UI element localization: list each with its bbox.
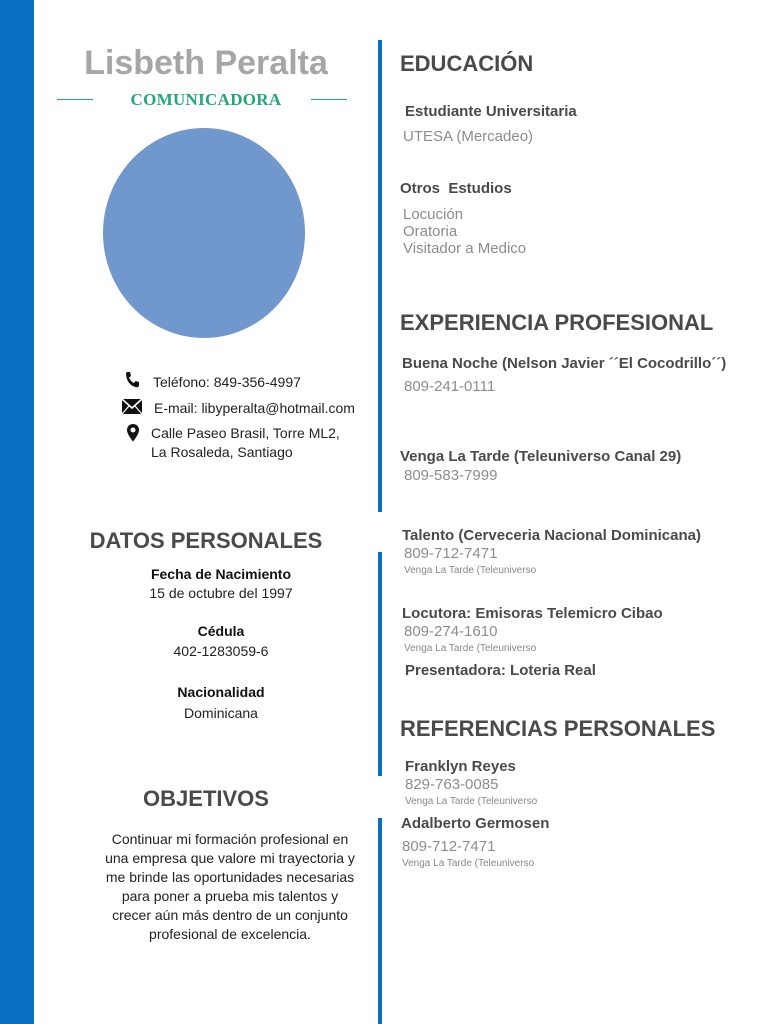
column-divider-top xyxy=(378,40,382,512)
referencia-item-head: Franklyn Reyes xyxy=(405,758,516,775)
experiencia-item-phone: 809-241-0111 xyxy=(404,378,496,395)
referencia-item-phone: 829-763-0085 xyxy=(405,776,499,793)
map-pin-icon xyxy=(122,423,144,443)
objetivos-text: Continuar mi formación profesional en una empresa que valore mi trayectoria y me brinde las oportunidades necesarias para poner a prueba mis talentos y crecer aún más dentro de un conjunto profesional de excelencia. xyxy=(105,831,355,942)
educacion-item-1-head: Estudiante Universitaria xyxy=(405,103,577,120)
clipped-text-fragment: Venga La Tarde (Teleuniverso xyxy=(402,858,535,869)
nacionalidad-value: Dominicana xyxy=(184,705,258,721)
referencia-item-head: Adalberto Germosen xyxy=(401,815,550,832)
address-line-2: La Rosaleda, Santiago xyxy=(151,444,293,460)
experiencia-item-head: Presentadora: Loteria Real xyxy=(405,662,596,679)
estudio-line: Visitador a Medico xyxy=(403,240,527,257)
contact-address xyxy=(151,424,340,462)
experiencia-item-phone: 809-712-7471 xyxy=(404,545,498,562)
left-accent-bar xyxy=(0,0,34,1024)
educacion-item-2-lines xyxy=(403,206,526,257)
referencias-title: REFERENCIAS PERSONALES xyxy=(400,716,716,741)
educacion-item-1-sub: UTESA (Mercadeo) xyxy=(403,128,534,145)
envelope-icon xyxy=(121,397,143,417)
address-line-1: Calle Paseo Brasil, Torre ML2, xyxy=(151,425,340,441)
cedula-label: Cédula xyxy=(197,623,245,639)
contact-email: E-mail: libyperalta@hotmail.com xyxy=(154,400,355,416)
experiencia-item-phone: 809-583-7999 xyxy=(404,467,498,484)
experiencia-item-head: Locutora: Emisoras Telemicro Cibao xyxy=(402,605,663,622)
role-rule-right xyxy=(311,99,347,100)
column-divider-bottom xyxy=(378,818,382,1024)
contact-phone: Teléfono: 849-356-4997 xyxy=(153,374,301,390)
fecha-nacimiento-label: Fecha de Nacimiento xyxy=(150,566,292,582)
profile-photo-placeholder xyxy=(103,128,305,338)
estudio-line: Locución xyxy=(403,206,464,223)
experiencia-item-head: Buena Noche (Nelson Javier ´´El Cocodrillo´´) xyxy=(402,355,727,372)
clipped-text-fragment: Venga La Tarde (Teleuniverso xyxy=(404,643,537,654)
person-name: Lisbeth Peralta xyxy=(84,44,328,82)
experiencia-item-phone: 809-274-1610 xyxy=(404,623,498,640)
educacion-title: EDUCACIÓN xyxy=(400,51,534,76)
column-divider-middle xyxy=(378,552,382,776)
person-role: COMUNICADORA xyxy=(130,90,282,109)
phone-icon xyxy=(121,370,143,390)
clipped-text-fragment: Venga La Tarde (Teleuniverso xyxy=(404,565,537,576)
clipped-text-fragment: Venga La Tarde (Teleuniverso xyxy=(405,796,538,807)
nacionalidad-label: Nacionalidad xyxy=(177,684,265,700)
cedula-value: 402-1283059-6 xyxy=(173,643,269,659)
objetivos-title: OBJETIVOS xyxy=(143,786,269,811)
referencia-item-phone: 809-712-7471 xyxy=(402,838,496,855)
fecha-nacimiento-value: 15 de octubre del 1997 xyxy=(149,585,293,601)
educacion-item-2-head: Otros Estudios xyxy=(400,180,512,197)
experiencia-title: EXPERIENCIA PROFESIONAL xyxy=(400,310,714,335)
experiencia-item-head: Venga La Tarde (Teleuniverso Canal 29) xyxy=(400,448,682,465)
experiencia-item-head: Talento (Cerveceria Nacional Dominicana) xyxy=(402,527,701,544)
datos-personales-title: DATOS PERSONALES xyxy=(89,528,323,553)
estudio-line: Oratoria xyxy=(403,223,458,240)
